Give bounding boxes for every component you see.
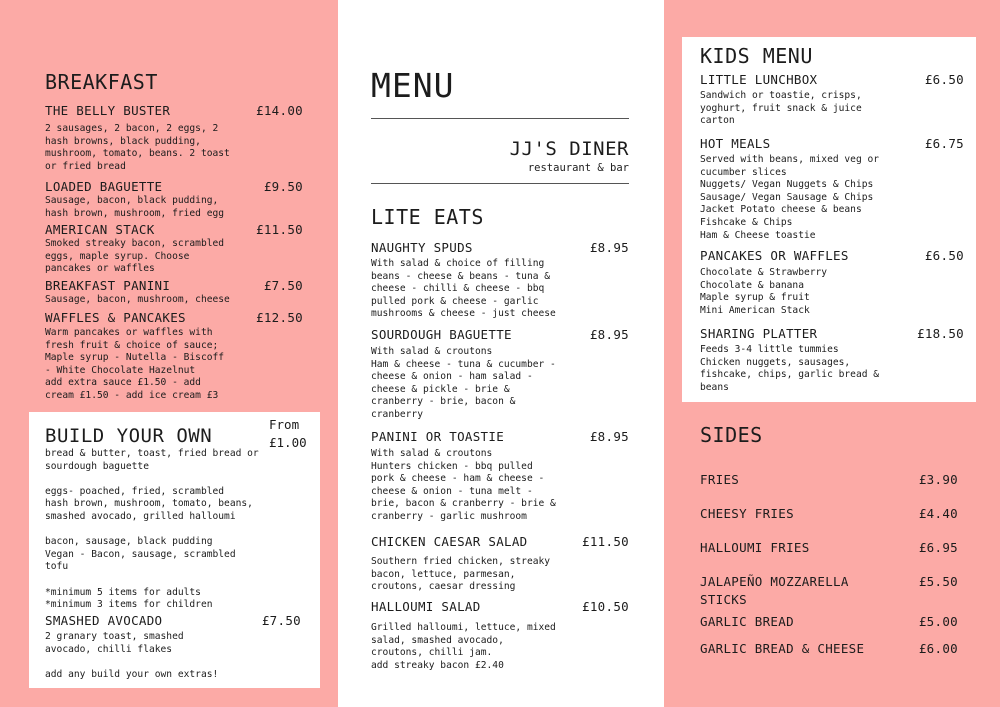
divider bbox=[371, 118, 629, 119]
item-price: £18.50 bbox=[917, 326, 964, 341]
menu-item bbox=[45, 103, 303, 118]
item-name: NAUGHTY SPUDS bbox=[371, 240, 473, 255]
item-price: £6.75 bbox=[924, 136, 964, 151]
item-price: £3.90 bbox=[918, 472, 958, 487]
item-name: HALLOUMI FRIES bbox=[700, 540, 810, 555]
item-description: Smoked streaky bacon, scrambled eggs, maple syrup. Choose pancakes or waffles bbox=[45, 238, 225, 275]
menu-item bbox=[371, 327, 629, 342]
item-name: JALAPEÑO MOZZARELLA bbox=[700, 574, 849, 589]
menu-item bbox=[45, 310, 303, 325]
menu-item bbox=[371, 429, 629, 444]
menu-item bbox=[45, 278, 303, 293]
item-price: £5.00 bbox=[918, 614, 958, 629]
item-name: WAFFLES & PANCAKES bbox=[45, 310, 186, 325]
divider bbox=[371, 183, 629, 184]
build-your-own-price: £1.00 bbox=[269, 435, 307, 450]
item-price: £5.50 bbox=[918, 574, 958, 589]
item-price: £6.00 bbox=[918, 641, 958, 656]
item-name: GARLIC BREAD bbox=[700, 614, 794, 629]
menu-item bbox=[700, 136, 964, 151]
item-price: £8.95 bbox=[589, 429, 629, 444]
item-description: Southern fried chicken, streaky bacon, lettuce, parmesan, croutons, caesar dressing bbox=[371, 556, 551, 593]
side-item bbox=[700, 641, 958, 656]
item-description: With salad & choice of filling beans - cheese & beans - tuna & cheese - chilli & cheese - bbq pulled pork & cheese - garlic mushrooms & cheese - just cheese bbox=[371, 258, 556, 320]
item-name: AMERICAN STACK bbox=[45, 222, 155, 237]
item-name: CHEESY FRIES bbox=[700, 506, 794, 521]
menu-item bbox=[45, 613, 301, 628]
menu-item bbox=[371, 599, 629, 614]
menu-item bbox=[700, 72, 964, 87]
item-description: 2 granary toast, smashed avocado, chilli flakes bbox=[45, 631, 184, 655]
item-price: £9.50 bbox=[263, 179, 303, 194]
item-price: £7.50 bbox=[263, 278, 303, 293]
item-description: Sausage, bacon, mushroom, cheese bbox=[45, 294, 230, 305]
item-price: £8.95 bbox=[589, 240, 629, 255]
kids-menu-heading: KIDS MENU bbox=[700, 44, 813, 68]
item-description: Served with beans, mixed veg or cucumber slices Nuggets/ Vegan Nuggets & Chips Sausage/ Vegan Sausage & Chips Jacket Potato cheese & beans Fishcake & Chips Ham & Cheese toastie bbox=[700, 154, 880, 241]
build-your-own-heading: BUILD YOUR OWN bbox=[45, 425, 213, 447]
side-item bbox=[700, 472, 958, 487]
item-description: Sandwich or toastie, crisps, yoghurt, fruit snack & juice carton bbox=[700, 90, 862, 127]
item-name: BREAKFAST PANINI bbox=[45, 278, 171, 293]
menu-item bbox=[45, 222, 303, 237]
item-name-continued: STICKS bbox=[700, 592, 747, 607]
item-price: £11.50 bbox=[582, 534, 629, 549]
price-from-label: From bbox=[269, 417, 300, 432]
item-name: FRIES bbox=[700, 472, 740, 487]
sides-heading: SIDES bbox=[700, 423, 763, 447]
side-item bbox=[700, 540, 958, 555]
build-your-own-description: bread & butter, toast, fried bread or sourdough baguette eggs- poached, fried, scrambled hash brown, mushroom, tomato, beans, smashed avocado, grilled halloumi bacon, sausage, black pudding Vegan - Bacon, sausage, scrambled tofu *minimum 5 items for adults *minimum 3 items for children bbox=[45, 448, 259, 611]
item-name: PANINI OR TOASTIE bbox=[371, 429, 505, 444]
item-description: Grilled halloumi, lettuce, mixed salad, smashed avocado, croutons, chilli jam. add streaky bacon £2.40 bbox=[371, 622, 556, 671]
item-name: SMASHED AVOCADO bbox=[45, 613, 163, 628]
menu-item bbox=[371, 534, 629, 549]
lite-eats-heading: LITE EATS bbox=[371, 205, 484, 229]
item-name: SHARING PLATTER bbox=[700, 326, 818, 341]
item-description: With salad & croutons Hunters chicken - bbq pulled pork & cheese - ham & cheese - cheese & onion - tuna melt - brie, bacon & cranberry - brie & cranberry - garlic mushroom bbox=[371, 448, 556, 522]
item-price: £12.50 bbox=[256, 310, 303, 325]
item-name: THE BELLY BUSTER bbox=[45, 103, 171, 118]
item-name: GARLIC BREAD & CHEESE bbox=[700, 641, 865, 656]
item-name: LOADED BAGUETTE bbox=[45, 179, 163, 194]
item-name: SOURDOUGH BAGUETTE bbox=[371, 327, 512, 342]
item-description: Chocolate & Strawberry Chocolate & banana Maple syrup & fruit Mini American Stack bbox=[700, 267, 828, 316]
item-description: Warm pancakes or waffles with fresh fruit & choice of sauce; Maple syrup - Nutella - Biscoff - White Chocolate Hazelnut add extra sauce £1.50 - add cream £1.50 - add ice cream £3 bbox=[45, 327, 225, 401]
item-price: £14.00 bbox=[256, 103, 303, 118]
menu-item bbox=[371, 240, 629, 255]
item-description: With salad & croutons Ham & cheese - tuna & cucumber - cheese & onion - ham salad - cheese & pickle - brie & cranberry - brie, bacon & cranberry bbox=[371, 346, 556, 420]
menu-item bbox=[700, 248, 964, 263]
item-name: PANCAKES OR WAFFLES bbox=[700, 248, 849, 263]
item-price: £6.50 bbox=[924, 248, 964, 263]
item-price: £7.50 bbox=[261, 613, 301, 628]
item-description: Sausage, bacon, black pudding, hash brown, mushroom, fried egg bbox=[45, 195, 225, 219]
item-price: £6.95 bbox=[918, 540, 958, 555]
item-name: HOT MEALS bbox=[700, 136, 771, 151]
diner-name: JJ'S DINER bbox=[509, 138, 629, 160]
item-description: Feeds 3-4 little tummies Chicken nuggets, sausages, fishcake, chips, garlic bread & beans bbox=[700, 344, 880, 393]
item-name: CHICKEN CAESAR SALAD bbox=[371, 534, 528, 549]
item-name: LITTLE LUNCHBOX bbox=[700, 72, 818, 87]
item-price: £6.50 bbox=[924, 72, 964, 87]
side-item bbox=[700, 574, 958, 589]
build-your-own-footer: add any build your own extras! bbox=[45, 669, 219, 680]
item-price: £8.95 bbox=[589, 327, 629, 342]
breakfast-heading: BREAKFAST bbox=[45, 70, 158, 94]
menu-item bbox=[45, 179, 303, 194]
item-price: £11.50 bbox=[256, 222, 303, 237]
side-item bbox=[700, 614, 958, 629]
item-price: £4.40 bbox=[918, 506, 958, 521]
item-name: HALLOUMI SALAD bbox=[371, 599, 481, 614]
menu-item bbox=[700, 326, 964, 341]
side-item bbox=[700, 506, 958, 521]
item-price: £10.50 bbox=[582, 599, 629, 614]
menu-title: MENU bbox=[371, 66, 455, 105]
item-description: 2 sausages, 2 bacon, 2 eggs, 2 hash browns, black pudding, mushroom, tomato, beans. 2 toast or fried bread bbox=[45, 123, 230, 172]
diner-subtitle: restaurant & bar bbox=[527, 162, 629, 174]
